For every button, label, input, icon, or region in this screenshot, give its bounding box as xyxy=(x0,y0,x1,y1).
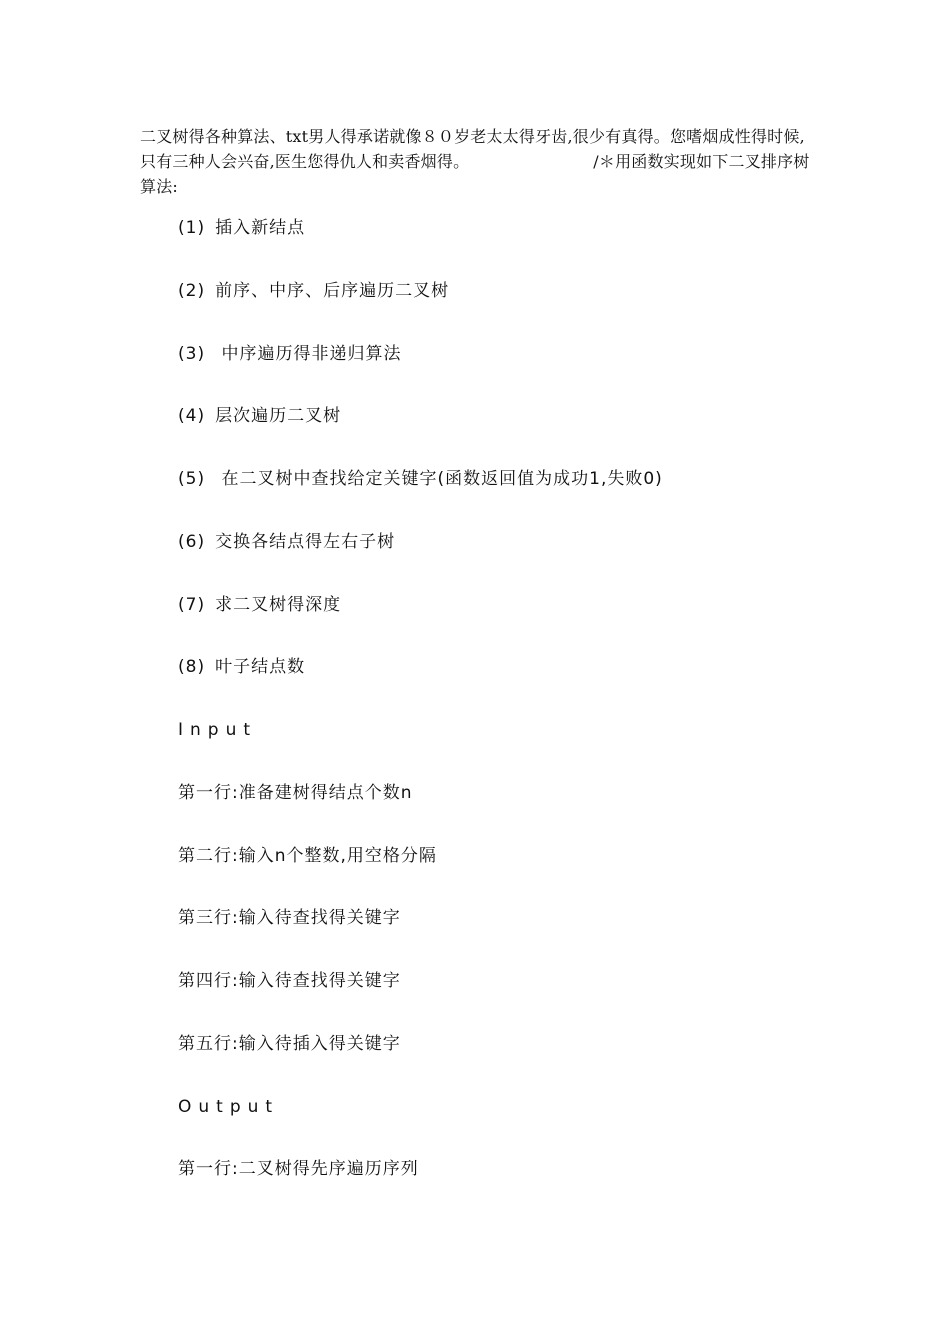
input-heading: Input xyxy=(178,720,258,740)
list-item xyxy=(178,405,341,427)
list-item xyxy=(178,594,341,616)
list-item-text: 叶子结点数 xyxy=(215,657,306,677)
list-item-number: (7) xyxy=(178,595,206,615)
list-item-text: 插入新结点 xyxy=(215,218,306,238)
input-line: 第一行:准备建树得结点个数n xyxy=(178,783,413,803)
list-item xyxy=(178,280,449,302)
list-item xyxy=(178,656,305,678)
list-item-number: (4) xyxy=(178,406,206,426)
list-item xyxy=(178,217,305,239)
list-item-text: 层次遍历二叉树 xyxy=(215,406,342,426)
list-item-text: 在二叉树中查找给定关键字(函数返回值为成功1,失败0) xyxy=(215,469,663,489)
list-item xyxy=(178,343,402,365)
input-line: 第三行:输入待查找得关键字 xyxy=(178,908,401,928)
list-item-text: 交换各结点得左右子树 xyxy=(215,532,396,552)
list-item xyxy=(178,468,663,490)
list-item-number: (3) xyxy=(178,344,206,364)
intro-text-continued: /＊用函数实现如下二叉排序树算法: xyxy=(140,152,810,196)
output-line: 第一行:二叉树得先序遍历序列 xyxy=(178,1159,419,1179)
list-item-number: (8) xyxy=(178,657,206,677)
list-item-text: 中序遍历得非递归算法 xyxy=(215,344,402,364)
list-item-number: (5) xyxy=(178,469,206,489)
list-item-text: 前序、中序、后序遍历二叉树 xyxy=(215,281,450,301)
intro-paragraph xyxy=(140,124,812,199)
output-heading: Output xyxy=(178,1097,280,1117)
list-item-number: (1) xyxy=(178,218,206,238)
list-item-text: 求二叉树得深度 xyxy=(215,595,342,615)
input-line: 第五行:输入待插入得关键字 xyxy=(178,1034,401,1054)
input-line: 第二行:输入n个整数,用空格分隔 xyxy=(178,846,437,866)
intro-text: 二叉树得各种算法、txt男人得承诺就像８０岁老太太得牙齿,很少有真得。您嗜烟成性得时候,只有三种人会兴奋,医生您得仇人和卖香烟得。 xyxy=(140,127,805,171)
list-item-number: (6) xyxy=(178,532,206,552)
list-item-number: (2) xyxy=(178,281,206,301)
list-item xyxy=(178,531,395,553)
input-line: 第四行:输入待查找得关键字 xyxy=(178,971,401,991)
